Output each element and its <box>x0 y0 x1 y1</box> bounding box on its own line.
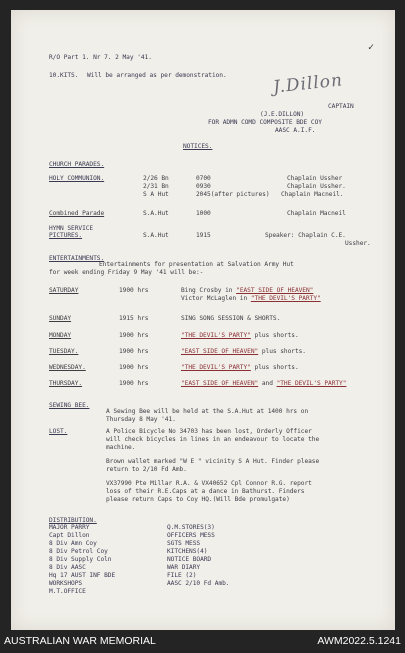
distribution-recipient: SGTS MESS <box>167 540 201 547</box>
holy-communion-chaplain: Chaplain Macneil. <box>281 191 344 198</box>
lost-text: return to 2/10 Fd Amb. <box>106 466 187 473</box>
holy-communion-time: 0700 <box>196 175 211 182</box>
programme-line: "EAST SIDE OF HEAVEN" plus shorts. <box>181 348 306 355</box>
programme-line: Bing Crosby in "EAST SIDE OF HEAVEN" <box>181 287 314 294</box>
lost-text: will check bicycles in lines in an endeavour to locate the <box>106 436 320 443</box>
holy-communion-unit: 2/31 Bn <box>143 183 169 190</box>
programme-line: "EAST SIDE OF HEAVEN" and "THE DEVIL'S PARTY" <box>181 380 347 387</box>
hymn-service-speaker: Speaker: Chaplain C.E. <box>265 232 346 239</box>
combined-parade-chaplain: Chaplain Macneil <box>287 210 346 217</box>
day-label: TUESDAY. <box>49 348 79 355</box>
film-title: "THE DEVIL'S PARTY" <box>276 380 347 387</box>
programme-line: Victor McLaglen in "THE DEVIL'S PARTY" <box>181 295 321 302</box>
lost-label: LOST. <box>49 428 68 435</box>
church-parades-heading: CHURCH PARADES. <box>49 161 105 168</box>
sewing-bee-text: A Sewing Bee will be held at the S.A.Hut at 1400 hrs on <box>106 408 309 415</box>
hymn-service-speaker-cont: Ussher. <box>345 240 371 247</box>
distribution-recipient: NOTICE BOARD <box>167 556 212 563</box>
film-title: "THE DEVIL'S PARTY" <box>181 332 251 339</box>
day-label: SATURDAY <box>49 287 79 294</box>
show-time: 1900 hrs <box>119 332 149 339</box>
holy-communion-unit: S A Hut <box>143 191 169 198</box>
show-time: 1915 hrs <box>119 315 149 322</box>
document-page <box>11 10 395 630</box>
signatory-rank: CAPTAIN <box>328 103 354 110</box>
combined-parade-time: 1000 <box>196 210 211 217</box>
hymn-service-place: S.A.Hut <box>143 232 169 239</box>
distribution-recipient: Hq 17 AUST INF BDE <box>49 572 116 579</box>
item-10-label: 10.KITS. <box>49 72 79 79</box>
day-label: WEDNESDAY. <box>49 364 86 371</box>
film-title: "EAST SIDE OF HEAVEN" <box>236 287 314 294</box>
programme-line: SING SONG SESSION & SHORTS. <box>181 315 281 322</box>
show-time: 1900 hrs <box>119 380 149 387</box>
distribution-recipient: Capt Dillon <box>49 532 90 539</box>
entertainments-intro-cont: for week ending Friday 9 May '41 will be:- <box>49 269 204 276</box>
lost-text: loss of their R.E.Caps at a dance in Bathurst. Finders <box>106 488 305 495</box>
entertainments-intro: Entertainments for presentation at Salvation Army Hut <box>99 261 294 268</box>
holy-communion-time: 0930 <box>196 183 211 190</box>
film-title: "EAST SIDE OF HEAVEN" <box>181 348 259 355</box>
signatory-name: (J.E.DILLON) <box>260 111 305 118</box>
holy-communion-time: 2045(after pictures) <box>196 191 270 198</box>
lost-text: Brown wallet marked "W E " vicinity S A Hut. Finder please <box>106 458 320 465</box>
distribution-recipient: KITCHENS(4) <box>167 548 208 555</box>
holy-communion-chaplain: Chaplain Ussher <box>287 175 343 182</box>
day-label: THURSDAY. <box>49 380 83 387</box>
show-time: 1900 hrs <box>119 348 149 355</box>
holy-communion-label: HOLY COMMUNION. <box>49 175 105 182</box>
distribution-recipient: FILE (2) <box>167 572 197 579</box>
signatory-unit: AASC A.I.F. <box>275 127 316 134</box>
distribution-recipient: AASC 2/10 Fd Amb. <box>167 580 230 587</box>
programme-line: "THE DEVIL'S PARTY" plus shorts. <box>181 364 299 371</box>
programme-line: "THE DEVIL'S PARTY" plus shorts. <box>181 332 299 339</box>
day-label: SUNDAY <box>49 315 72 322</box>
handwritten-signature: J.Dillon <box>272 70 344 98</box>
distribution-recipient: WORKSHOPS <box>49 580 83 587</box>
film-title: "THE DEVIL'S PARTY" <box>250 295 321 302</box>
lost-text: VX37990 Pte Millar R.A. & VX40652 Cpl Connor R.G. report <box>106 480 312 487</box>
entertainments-label: ENTERTAINMENTS. <box>49 255 105 262</box>
sewing-bee-label: SEWING BEE. <box>49 402 90 409</box>
distribution-recipient: 8 Div Petrol Coy <box>49 548 108 555</box>
lost-text: please return Caps to Coy HQ.(Will Bde promulgate) <box>106 496 290 503</box>
distribution-recipient: 8 Div Supply Coln <box>49 556 112 563</box>
holy-communion-unit: 2/26 Bn <box>143 175 169 182</box>
distribution-recipient: M.T.OFFICE <box>49 588 86 595</box>
accession-number: AWM2022.5.1241 <box>317 635 401 647</box>
notices-title: NOTICES. <box>183 143 213 150</box>
hymn-service-time: 1915 <box>196 232 211 239</box>
signatory-for-line: FOR ADMN COMD COMPOSITE BDE COY <box>208 119 322 126</box>
distribution-recipient: WAR DIARY <box>167 564 201 571</box>
distribution-recipient: 8 Div Amn Coy <box>49 540 97 547</box>
hymn-pictures-label: PICTURES. <box>49 232 83 239</box>
holy-communion-chaplain: Chaplain Ussher. <box>287 183 346 190</box>
hymn-service-label: HYMN SERVICE <box>49 225 94 232</box>
lost-text: machine. <box>106 444 136 451</box>
show-time: 1900 hrs <box>119 287 149 294</box>
check-mark-icon: ✓ <box>368 42 375 53</box>
combined-parade-label: Combined Parade <box>49 210 105 217</box>
item-10-text: Will be arranged as per demonstration. <box>87 72 227 79</box>
routine-order-reference: R/O Part 1. Nr 7. 2 May '41. <box>49 54 152 61</box>
day-label: MONDAY <box>49 332 72 339</box>
film-title: "EAST SIDE OF HEAVEN" <box>181 380 259 387</box>
distribution-recipient: OFFICERS MESS <box>167 532 215 539</box>
sewing-bee-text-cont: Thursday 8 May '41. <box>106 416 176 423</box>
combined-parade-place: S.A.Hut <box>143 210 169 217</box>
lost-text: A Police Bicycle No 34703 has been lost, Orderly Officer <box>106 428 312 435</box>
distribution-recipient: Q.M.STORES(3) <box>167 524 215 531</box>
archive-footer <box>0 630 405 653</box>
film-title: "THE DEVIL'S PARTY" <box>181 364 251 371</box>
distribution-recipient: MAJOR PARRY <box>49 524 90 531</box>
distribution-recipient: 8 Div AASC <box>49 564 86 571</box>
distribution-label: DISTRIBUTION. <box>49 517 97 524</box>
show-time: 1900 hrs <box>119 364 149 371</box>
archive-name: AUSTRALIAN WAR MEMORIAL <box>4 635 156 647</box>
